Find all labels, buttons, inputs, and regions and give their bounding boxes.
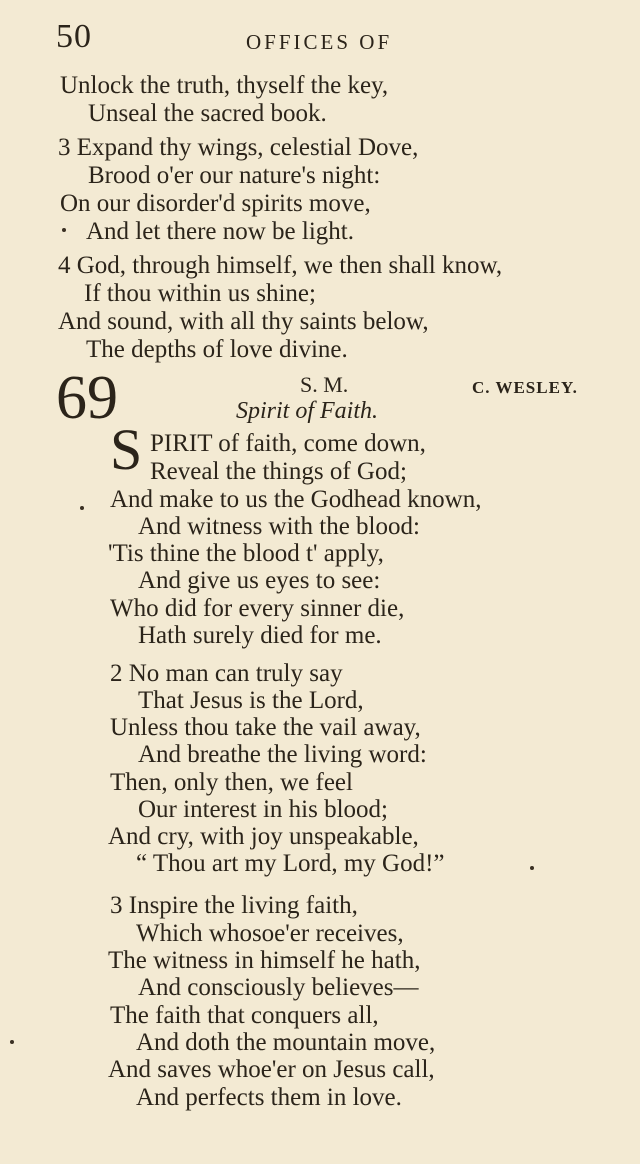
verse-line: And perfects them in love. (136, 1084, 402, 1111)
verse-line: PIRIT of faith, come down, (150, 430, 426, 457)
ink-speck (80, 506, 84, 510)
verse-line: Unseal the sacred book. (88, 100, 327, 127)
verse-line: And cry, with joy unspeakable, (108, 823, 419, 850)
verse-line: And consciously believes— (138, 974, 419, 1001)
verse-line: Hath surely died for me. (138, 622, 382, 649)
running-header: OFFICES OF (246, 30, 393, 54)
verse-line: 3 Inspire the living faith, (110, 892, 358, 919)
verse-line: Unless thou take the vail away, (110, 714, 421, 741)
verse-line: The witness in himself he hath, (108, 947, 421, 974)
verse-line: That Jesus is the Lord, (138, 687, 364, 714)
verse-line: Which whosoe'er receives, (136, 920, 404, 947)
hymn-meter: S. M. (300, 372, 349, 397)
verse-line: Then, only then, we feel (110, 769, 353, 796)
verse-line: The faith that conquers all, (110, 1002, 379, 1029)
hymn-subtitle: Spirit of Faith. (236, 398, 379, 424)
verse-line: And saves whoe'er on Jesus call, (108, 1056, 435, 1083)
verse-line: 'Tis thine the blood t' apply, (108, 540, 384, 567)
verse-line: And breathe the living word: (138, 741, 427, 768)
verse-line: And make to us the Godhead known, (110, 486, 482, 513)
ink-speck (10, 1040, 14, 1044)
page-number: 50 (56, 18, 92, 55)
hymn-author: C. WESLEY. (472, 378, 578, 397)
verse-line: If thou within us shine; (84, 280, 316, 307)
verse-line: And let there now be light. (86, 218, 354, 245)
verse-line: And doth the mountain move, (136, 1029, 436, 1056)
verse-line: Unlock the truth, thyself the key, (60, 72, 389, 99)
verse-line: And give us eyes to see: (138, 567, 381, 594)
ink-speck (62, 228, 66, 232)
verse-line: 3 Expand thy wings, celestial Dove, (58, 134, 419, 161)
verse-line: “ Thou art my Lord, my God!” (136, 850, 445, 877)
verse-line: 4 God, through himself, we then shall know, (58, 252, 503, 279)
drop-cap: S (110, 417, 143, 482)
verse-line: The depths of love divine. (86, 336, 348, 363)
verse-line: Brood o'er our nature's night: (88, 162, 381, 189)
ink-speck (530, 866, 534, 870)
verse-line: And sound, with all thy saints below, (58, 308, 429, 335)
verse-line: And witness with the blood: (138, 513, 420, 540)
verse-line: Our interest in his blood; (138, 796, 388, 823)
verse-line: On our disorder'd spirits move, (60, 190, 371, 217)
verse-line: Reveal the things of God; (150, 458, 407, 485)
verse-line: Who did for every sinner die, (110, 595, 405, 622)
verse-line: 2 No man can truly say (110, 660, 343, 687)
hymn-number: 69 (56, 364, 118, 432)
